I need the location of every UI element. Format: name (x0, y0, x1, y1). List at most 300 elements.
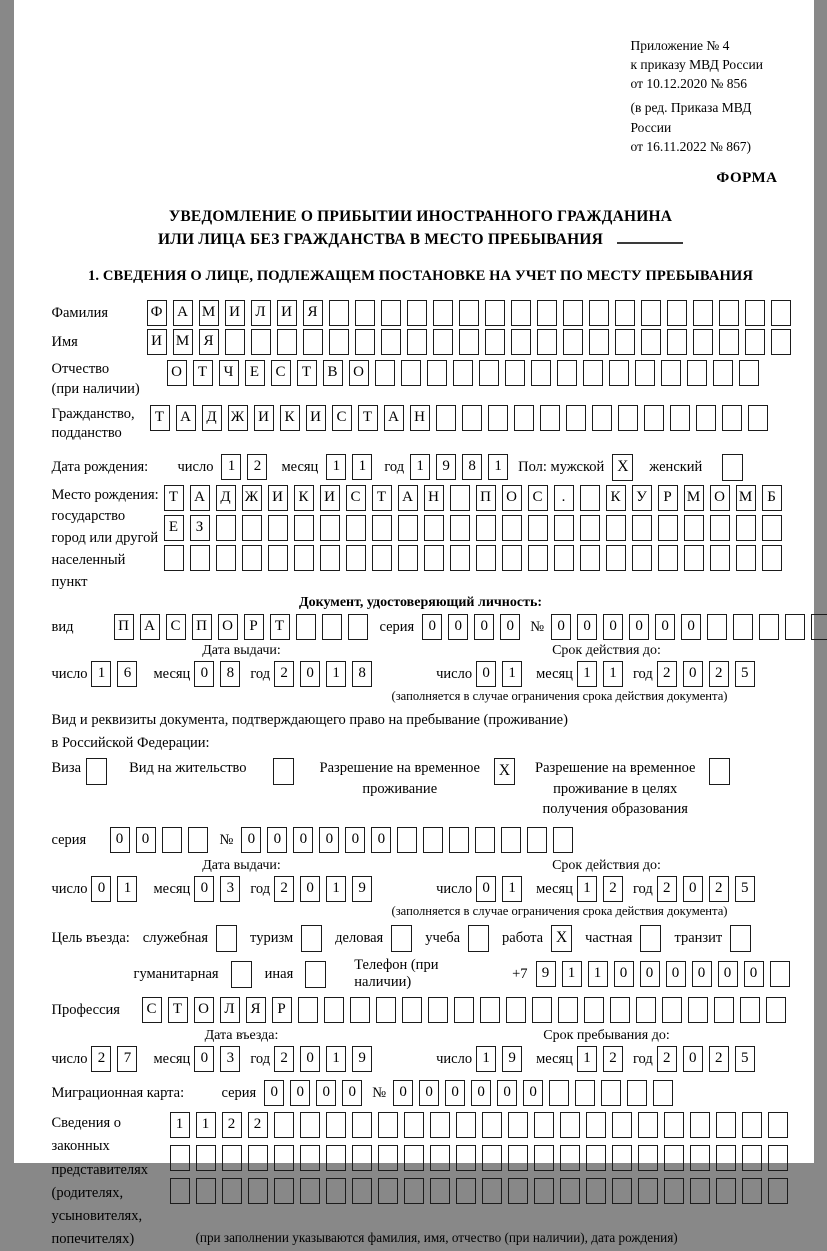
char-cell[interactable]: Я (199, 329, 219, 355)
char-cell[interactable] (742, 1178, 762, 1204)
char-cell[interactable]: А (398, 485, 418, 511)
char-cell[interactable] (326, 1178, 346, 1204)
char-cell[interactable] (606, 515, 626, 541)
char-cell[interactable]: Н (410, 405, 430, 431)
char-cell[interactable] (352, 1178, 372, 1204)
char-cell[interactable] (355, 329, 375, 355)
char-cell[interactable] (589, 300, 609, 326)
char-cell[interactable] (606, 545, 626, 571)
char-cell[interactable]: 1 (603, 661, 623, 687)
char-cell[interactable] (745, 329, 765, 355)
char-cell[interactable] (690, 1112, 710, 1138)
char-cell[interactable] (554, 545, 574, 571)
female-checkbox[interactable] (722, 454, 743, 481)
char-cell[interactable]: Е (164, 515, 184, 541)
char-cell[interactable]: И (306, 405, 326, 431)
char-cell[interactable] (742, 1112, 762, 1138)
char-cell[interactable]: 0 (603, 614, 623, 640)
char-cell[interactable] (350, 997, 370, 1023)
phone-cells[interactable] (536, 961, 790, 987)
char-cell[interactable]: 9 (502, 1046, 522, 1072)
char-cell[interactable]: 2 (603, 1046, 623, 1072)
char-cell[interactable]: Т (164, 485, 184, 511)
char-cell[interactable] (636, 997, 656, 1023)
purpose-tourism-checkbox[interactable] (301, 925, 322, 952)
char-cell[interactable] (742, 1145, 762, 1171)
doc-type-cells[interactable] (114, 614, 368, 640)
char-cell[interactable]: 2 (657, 661, 677, 687)
char-cell[interactable]: А (140, 614, 160, 640)
char-cell[interactable]: 0 (577, 614, 597, 640)
char-cell[interactable]: 0 (640, 961, 660, 987)
char-cell[interactable] (635, 360, 655, 386)
char-cell[interactable] (322, 614, 342, 640)
given-name-cells[interactable] (147, 329, 791, 355)
char-cell[interactable] (296, 614, 316, 640)
char-cell[interactable] (430, 1178, 450, 1204)
temp-residence-checkbox[interactable]: X (494, 758, 515, 785)
char-cell[interactable] (501, 827, 521, 853)
permit-number-cells[interactable] (241, 827, 573, 853)
char-cell[interactable]: . (554, 485, 574, 511)
char-cell[interactable]: 1 (410, 454, 430, 480)
char-cell[interactable] (346, 515, 366, 541)
char-cell[interactable]: 1 (488, 454, 508, 480)
char-cell[interactable] (505, 360, 525, 386)
char-cell[interactable] (609, 360, 629, 386)
char-cell[interactable] (638, 1178, 658, 1204)
char-cell[interactable]: К (606, 485, 626, 511)
char-cell[interactable] (549, 1080, 569, 1106)
char-cell[interactable] (719, 329, 739, 355)
char-cell[interactable] (785, 614, 805, 640)
char-cell[interactable] (584, 997, 604, 1023)
char-cell[interactable]: Т (270, 614, 290, 640)
char-cell[interactable] (423, 827, 443, 853)
migration-series-cells[interactable] (264, 1080, 362, 1106)
char-cell[interactable] (398, 545, 418, 571)
char-cell[interactable] (462, 405, 482, 431)
char-cell[interactable]: С (166, 614, 186, 640)
purpose-business-trip-checkbox[interactable] (216, 925, 237, 952)
char-cell[interactable]: О (710, 485, 730, 511)
char-cell[interactable]: 0 (194, 876, 214, 902)
char-cell[interactable] (618, 405, 638, 431)
char-cell[interactable] (303, 329, 323, 355)
char-cell[interactable] (586, 1145, 606, 1171)
char-cell[interactable]: 1 (117, 876, 137, 902)
temp-residence-education-checkbox[interactable] (709, 758, 730, 785)
entry-day-cells[interactable] (91, 1046, 137, 1072)
char-cell[interactable] (690, 1145, 710, 1171)
purpose-study-checkbox[interactable] (468, 925, 489, 952)
char-cell[interactable] (664, 1145, 684, 1171)
char-cell[interactable] (428, 997, 448, 1023)
char-cell[interactable] (453, 360, 473, 386)
char-cell[interactable]: 1 (170, 1112, 190, 1138)
char-cell[interactable] (638, 1112, 658, 1138)
char-cell[interactable] (268, 515, 288, 541)
char-cell[interactable]: 0 (290, 1080, 310, 1106)
char-cell[interactable]: Л (220, 997, 240, 1023)
visa-checkbox[interactable] (86, 758, 107, 785)
char-cell[interactable]: И (254, 405, 274, 431)
char-cell[interactable]: Т (372, 485, 392, 511)
char-cell[interactable] (355, 300, 375, 326)
char-cell[interactable] (667, 329, 687, 355)
char-cell[interactable] (188, 827, 208, 853)
char-cell[interactable]: 2 (274, 876, 294, 902)
char-cell[interactable] (329, 329, 349, 355)
char-cell[interactable]: А (190, 485, 210, 511)
purpose-private-checkbox[interactable] (640, 925, 661, 952)
char-cell[interactable]: 1 (588, 961, 608, 987)
doc-series-cells[interactable] (422, 614, 520, 640)
char-cell[interactable] (580, 485, 600, 511)
char-cell[interactable]: 0 (474, 614, 494, 640)
purpose-humanitarian-checkbox[interactable] (231, 961, 252, 988)
char-cell[interactable] (610, 997, 630, 1023)
char-cell[interactable]: П (114, 614, 134, 640)
char-cell[interactable]: Е (245, 360, 265, 386)
char-cell[interactable] (740, 997, 760, 1023)
char-cell[interactable] (580, 515, 600, 541)
char-cell[interactable] (615, 300, 635, 326)
purpose-other-checkbox[interactable] (305, 961, 326, 988)
char-cell[interactable] (688, 997, 708, 1023)
char-cell[interactable] (450, 545, 470, 571)
char-cell[interactable] (736, 545, 756, 571)
char-cell[interactable]: 1 (221, 454, 241, 480)
char-cell[interactable] (644, 405, 664, 431)
char-cell[interactable]: 0 (371, 827, 391, 853)
char-cell[interactable] (196, 1145, 216, 1171)
purpose-transit-checkbox[interactable] (730, 925, 751, 952)
char-cell[interactable] (664, 1178, 684, 1204)
char-cell[interactable] (722, 405, 742, 431)
char-cell[interactable] (248, 1178, 268, 1204)
entry-month-cells[interactable] (194, 1046, 240, 1072)
char-cell[interactable]: 0 (267, 827, 287, 853)
char-cell[interactable]: С (528, 485, 548, 511)
representatives-cells-1[interactable] (170, 1112, 788, 1138)
char-cell[interactable] (242, 515, 262, 541)
char-cell[interactable] (329, 300, 349, 326)
char-cell[interactable]: 1 (326, 661, 346, 687)
char-cell[interactable] (450, 515, 470, 541)
char-cell[interactable]: 1 (326, 1046, 346, 1072)
char-cell[interactable]: 0 (300, 1046, 320, 1072)
char-cell[interactable] (759, 614, 779, 640)
char-cell[interactable] (407, 300, 427, 326)
char-cell[interactable] (162, 827, 182, 853)
char-cell[interactable] (638, 1145, 658, 1171)
char-cell[interactable] (580, 545, 600, 571)
char-cell[interactable] (531, 360, 551, 386)
char-cell[interactable]: 3 (220, 876, 240, 902)
char-cell[interactable]: 6 (117, 661, 137, 687)
char-cell[interactable] (560, 1112, 580, 1138)
char-cell[interactable]: Я (303, 300, 323, 326)
char-cell[interactable] (404, 1112, 424, 1138)
char-cell[interactable]: Я (246, 997, 266, 1023)
char-cell[interactable]: 0 (744, 961, 764, 987)
char-cell[interactable] (502, 515, 522, 541)
char-cell[interactable]: 0 (194, 1046, 214, 1072)
char-cell[interactable] (532, 997, 552, 1023)
char-cell[interactable] (770, 961, 790, 987)
char-cell[interactable] (424, 515, 444, 541)
char-cell[interactable] (684, 515, 704, 541)
char-cell[interactable]: О (167, 360, 187, 386)
char-cell[interactable] (508, 1112, 528, 1138)
representatives-cells-2[interactable] (170, 1145, 788, 1171)
entry-year-cells[interactable] (274, 1046, 372, 1072)
char-cell[interactable] (352, 1112, 372, 1138)
char-cell[interactable] (216, 545, 236, 571)
char-cell[interactable] (407, 329, 427, 355)
char-cell[interactable] (739, 360, 759, 386)
char-cell[interactable] (664, 1112, 684, 1138)
char-cell[interactable]: 1 (502, 876, 522, 902)
char-cell[interactable] (745, 300, 765, 326)
char-cell[interactable]: 1 (196, 1112, 216, 1138)
char-cell[interactable] (274, 1112, 294, 1138)
permit-valid-year-cells[interactable] (657, 876, 755, 902)
char-cell[interactable]: Р (658, 485, 678, 511)
char-cell[interactable] (298, 997, 318, 1023)
char-cell[interactable] (251, 329, 271, 355)
birth-month-cells[interactable] (326, 454, 372, 480)
char-cell[interactable] (300, 1145, 320, 1171)
char-cell[interactable]: И (147, 329, 167, 355)
char-cell[interactable] (268, 545, 288, 571)
char-cell[interactable]: 0 (683, 661, 703, 687)
stay-month-cells[interactable] (577, 1046, 623, 1072)
char-cell[interactable] (397, 827, 417, 853)
char-cell[interactable] (277, 329, 297, 355)
char-cell[interactable] (553, 827, 573, 853)
char-cell[interactable] (479, 360, 499, 386)
char-cell[interactable] (716, 1178, 736, 1204)
char-cell[interactable] (615, 329, 635, 355)
char-cell[interactable] (326, 1145, 346, 1171)
char-cell[interactable] (762, 515, 782, 541)
char-cell[interactable] (612, 1112, 632, 1138)
char-cell[interactable]: 0 (342, 1080, 362, 1106)
char-cell[interactable] (811, 614, 827, 640)
char-cell[interactable] (612, 1178, 632, 1204)
char-cell[interactable] (378, 1145, 398, 1171)
char-cell[interactable]: 0 (629, 614, 649, 640)
char-cell[interactable] (693, 300, 713, 326)
permit-issue-year-cells[interactable] (274, 876, 372, 902)
char-cell[interactable]: Ж (228, 405, 248, 431)
char-cell[interactable] (376, 997, 396, 1023)
char-cell[interactable]: А (173, 300, 193, 326)
char-cell[interactable]: Т (150, 405, 170, 431)
citizenship-cells[interactable] (150, 405, 768, 431)
char-cell[interactable] (456, 1145, 476, 1171)
char-cell[interactable] (560, 1145, 580, 1171)
char-cell[interactable] (164, 545, 184, 571)
char-cell[interactable]: О (218, 614, 238, 640)
char-cell[interactable]: О (349, 360, 369, 386)
char-cell[interactable] (506, 997, 526, 1023)
char-cell[interactable]: 1 (577, 876, 597, 902)
char-cell[interactable] (401, 360, 421, 386)
char-cell[interactable] (456, 1178, 476, 1204)
stay-day-cells[interactable] (476, 1046, 522, 1072)
char-cell[interactable] (378, 1178, 398, 1204)
char-cell[interactable]: И (277, 300, 297, 326)
char-cell[interactable] (294, 545, 314, 571)
char-cell[interactable]: 0 (393, 1080, 413, 1106)
char-cell[interactable] (713, 360, 733, 386)
char-cell[interactable]: 0 (655, 614, 675, 640)
char-cell[interactable]: М (736, 485, 756, 511)
char-cell[interactable]: К (280, 405, 300, 431)
char-cell[interactable]: М (684, 485, 704, 511)
char-cell[interactable]: 0 (681, 614, 701, 640)
char-cell[interactable] (398, 515, 418, 541)
char-cell[interactable]: И (320, 485, 340, 511)
char-cell[interactable] (348, 614, 368, 640)
male-checkbox[interactable]: X (612, 454, 633, 481)
char-cell[interactable] (294, 515, 314, 541)
char-cell[interactable]: 0 (476, 661, 496, 687)
char-cell[interactable]: М (173, 329, 193, 355)
char-cell[interactable] (404, 1145, 424, 1171)
char-cell[interactable] (768, 1178, 788, 1204)
char-cell[interactable] (346, 545, 366, 571)
char-cell[interactable]: Т (168, 997, 188, 1023)
char-cell[interactable]: С (271, 360, 291, 386)
char-cell[interactable] (537, 329, 557, 355)
char-cell[interactable]: 2 (274, 1046, 294, 1072)
char-cell[interactable] (641, 329, 661, 355)
char-cell[interactable] (696, 405, 716, 431)
char-cell[interactable]: 0 (523, 1080, 543, 1106)
char-cell[interactable]: И (268, 485, 288, 511)
char-cell[interactable] (381, 300, 401, 326)
birth-place-cells-3[interactable] (164, 545, 782, 571)
char-cell[interactable]: 0 (345, 827, 365, 853)
char-cell[interactable] (482, 1145, 502, 1171)
char-cell[interactable] (575, 1080, 595, 1106)
char-cell[interactable] (771, 329, 791, 355)
char-cell[interactable] (324, 997, 344, 1023)
char-cell[interactable] (352, 1145, 372, 1171)
birth-year-cells[interactable] (410, 454, 508, 480)
char-cell[interactable] (454, 997, 474, 1023)
char-cell[interactable] (488, 405, 508, 431)
char-cell[interactable] (748, 405, 768, 431)
char-cell[interactable] (170, 1178, 190, 1204)
char-cell[interactable] (450, 485, 470, 511)
char-cell[interactable] (710, 515, 730, 541)
char-cell[interactable] (733, 614, 753, 640)
char-cell[interactable]: 0 (718, 961, 738, 987)
representatives-cells-3[interactable] (170, 1178, 788, 1204)
char-cell[interactable] (586, 1178, 606, 1204)
char-cell[interactable] (427, 360, 447, 386)
purpose-business-checkbox[interactable] (391, 925, 412, 952)
char-cell[interactable] (537, 300, 557, 326)
char-cell[interactable] (225, 329, 245, 355)
char-cell[interactable]: 5 (735, 661, 755, 687)
issue-year-cells[interactable] (274, 661, 372, 687)
char-cell[interactable] (242, 545, 262, 571)
char-cell[interactable]: 1 (326, 454, 346, 480)
char-cell[interactable] (554, 515, 574, 541)
char-cell[interactable] (372, 545, 392, 571)
residence-permit-checkbox[interactable] (273, 758, 294, 785)
char-cell[interactable]: 0 (110, 827, 130, 853)
char-cell[interactable]: Т (358, 405, 378, 431)
char-cell[interactable]: А (176, 405, 196, 431)
char-cell[interactable]: 0 (666, 961, 686, 987)
char-cell[interactable]: 7 (117, 1046, 137, 1072)
char-cell[interactable] (592, 405, 612, 431)
char-cell[interactable] (378, 1112, 398, 1138)
char-cell[interactable]: 1 (577, 661, 597, 687)
char-cell[interactable] (456, 1112, 476, 1138)
char-cell[interactable] (274, 1178, 294, 1204)
char-cell[interactable] (558, 997, 578, 1023)
char-cell[interactable] (670, 405, 690, 431)
char-cell[interactable]: 9 (436, 454, 456, 480)
char-cell[interactable]: Н (424, 485, 444, 511)
char-cell[interactable] (511, 300, 531, 326)
char-cell[interactable]: 0 (551, 614, 571, 640)
char-cell[interactable]: 1 (502, 661, 522, 687)
char-cell[interactable]: О (194, 997, 214, 1023)
valid-day-cells[interactable] (476, 661, 522, 687)
char-cell[interactable] (557, 360, 577, 386)
patronymic-cells[interactable] (167, 360, 759, 386)
char-cell[interactable]: 0 (419, 1080, 439, 1106)
stay-year-cells[interactable] (657, 1046, 755, 1072)
char-cell[interactable] (684, 545, 704, 571)
issue-month-cells[interactable] (194, 661, 240, 687)
char-cell[interactable]: Ч (219, 360, 239, 386)
char-cell[interactable] (627, 1080, 647, 1106)
char-cell[interactable] (632, 545, 652, 571)
char-cell[interactable]: 1 (577, 1046, 597, 1072)
issue-day-cells[interactable] (91, 661, 137, 687)
char-cell[interactable]: 0 (497, 1080, 517, 1106)
char-cell[interactable] (667, 300, 687, 326)
char-cell[interactable]: С (346, 485, 366, 511)
char-cell[interactable]: 0 (471, 1080, 491, 1106)
permit-valid-day-cells[interactable] (476, 876, 522, 902)
char-cell[interactable]: 2 (222, 1112, 242, 1138)
char-cell[interactable] (658, 545, 678, 571)
char-cell[interactable]: 0 (500, 614, 520, 640)
char-cell[interactable] (482, 1178, 502, 1204)
char-cell[interactable]: 0 (683, 1046, 703, 1072)
char-cell[interactable] (534, 1112, 554, 1138)
char-cell[interactable] (566, 405, 586, 431)
valid-month-cells[interactable] (577, 661, 623, 687)
char-cell[interactable]: 2 (657, 876, 677, 902)
char-cell[interactable] (475, 827, 495, 853)
char-cell[interactable] (527, 827, 547, 853)
char-cell[interactable] (320, 515, 340, 541)
char-cell[interactable]: 0 (316, 1080, 336, 1106)
birth-day-cells[interactable] (221, 454, 267, 480)
